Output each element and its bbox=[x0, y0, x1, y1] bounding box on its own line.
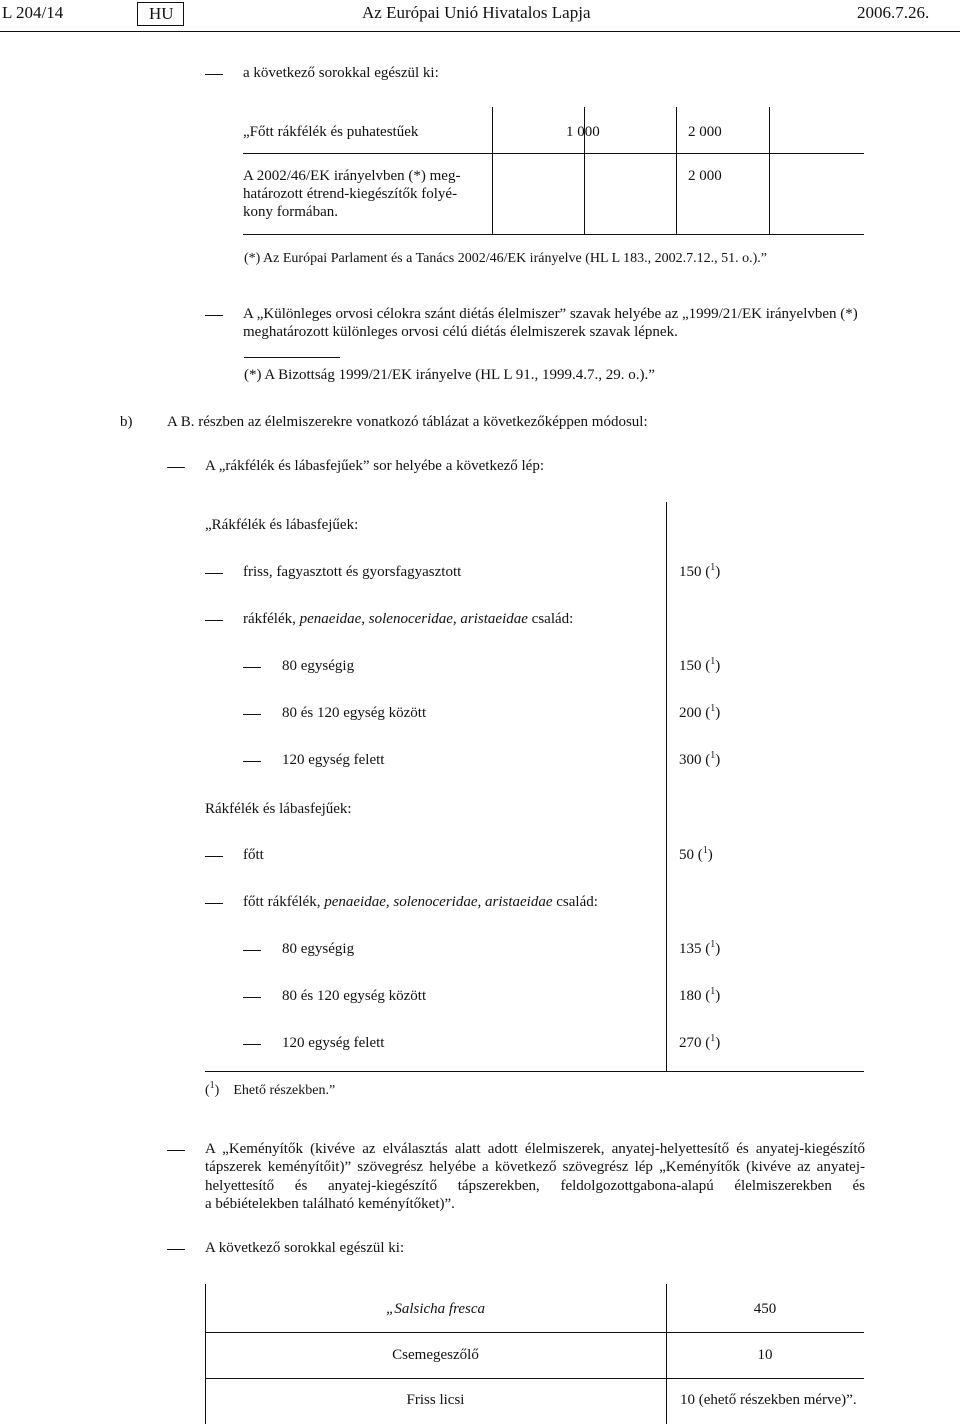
header-rule bbox=[0, 31, 960, 32]
table-cell-value: 50 ($^1$) bbox=[679, 845, 713, 863]
footnote: (*) A Bizottság 1999/21/EK irányelve (HL L 91., 1999.4.7., 29. o.).” bbox=[244, 367, 655, 383]
table-cell-label: főtt rákfélék, penaeidae, solenoceridae, aristaeidae család: bbox=[243, 894, 598, 910]
table-cell-value: 1 000 bbox=[566, 124, 600, 140]
language-code: HU bbox=[149, 4, 174, 23]
table-heading: Rákfélék és lábasfejűek: bbox=[205, 801, 352, 817]
table-cell-label: 80 egységig bbox=[282, 941, 355, 957]
table-cell-value: 10 bbox=[757, 1347, 773, 1363]
paragraph-line: a bébiételekben található keményítőket)”. bbox=[205, 1196, 455, 1212]
table-cell-label: 80 és 120 egység között bbox=[282, 705, 427, 721]
journal-title: Az Európai Unió Hivatalos Lapja bbox=[362, 3, 591, 22]
dash bbox=[167, 1150, 185, 1151]
paragraph-line: A „Keményítők (kivéve az elválasztás alatt adott élelmiszerek, anyatej-helyettesítő és anyatej-kiegészítő bbox=[205, 1141, 865, 1157]
table-cell-label: A 2002/46/EK irányelvben (*) meg- bbox=[243, 168, 461, 184]
table-cell-value: 200 ($^1$) bbox=[679, 703, 721, 721]
table-cell-label: „Salsicha fresca bbox=[385, 1301, 486, 1317]
table-cell-value: 150 ($^1$) bbox=[679, 562, 721, 580]
table-cell-label: főtt bbox=[243, 847, 264, 863]
list-item-text: A következő sorokkal egészül ki: bbox=[205, 1240, 405, 1256]
paragraph-line: A „Különleges orvosi célokra szánt diétás élelmiszer” szavak helyébe az „1999/21/EK irányelvben (*) bbox=[243, 306, 858, 322]
table-cell-value: 2 000 bbox=[688, 168, 722, 184]
table-cell-label: rákfélék, penaeidae, solenoceridae, aristaeidae család: bbox=[243, 611, 574, 627]
table-cell-label: friss, fagyasztott és gyorsfagyasztott bbox=[243, 564, 462, 580]
footnote: ($^1$) Ehető részekben.” bbox=[205, 1080, 336, 1098]
table-cell-value: 2 000 bbox=[688, 124, 722, 140]
table-cell-value: 270 ($^1$) bbox=[679, 1033, 721, 1051]
table-heading: „Rákfélék és lábasfejűek: bbox=[205, 517, 359, 533]
table-cell-label: 120 egység felett bbox=[282, 752, 385, 768]
publication-date: 2006.7.26. bbox=[857, 3, 930, 22]
list-marker: b) bbox=[120, 414, 133, 430]
paragraph-line: tápszerek keményítőit)” szövegrész helyébe a következő szövegrész lép „Keményítők (kivéve az anyatej- bbox=[205, 1159, 865, 1175]
table-cell-value: 10 (ehető részekben mérve)”. bbox=[680, 1392, 857, 1408]
table-cell-label: Friss licsi bbox=[406, 1392, 465, 1408]
paragraph-line: meghatározott különleges orvosi célú diétás élelmiszerek szavak lépnek. bbox=[243, 324, 678, 340]
table-cell-value: 450 bbox=[753, 1301, 777, 1317]
section-intro: A B. részben az élelmiszerekre vonatkozó táblázat a következőképpen módosul: bbox=[167, 414, 648, 430]
table-cell-value: 135 ($^1$) bbox=[679, 939, 721, 957]
table-cell-label: kony formában. bbox=[243, 204, 338, 220]
table-cell-label: 80 egységig bbox=[282, 658, 355, 674]
list-item-text: A „rákfélék és lábasfejűek” sor helyébe a következő lép: bbox=[205, 458, 545, 474]
dash bbox=[205, 315, 223, 316]
dash bbox=[205, 74, 223, 75]
list-item-text: a következő sorokkal egészül ki: bbox=[243, 65, 439, 81]
table-cell-value: 300 ($^1$) bbox=[679, 750, 721, 768]
paragraph-line: helyettesítő és anyatej-kiegészítő tápszerekben, feldolgozottgabona-alapú élelmiszerekben és bbox=[205, 1178, 865, 1194]
footnote-rule bbox=[244, 357, 340, 358]
language-box bbox=[137, 2, 184, 26]
dash bbox=[167, 1249, 185, 1250]
table-cell-label: „Főtt rákfélék és puhatestűek bbox=[243, 124, 419, 140]
page-reference: L 204/14 bbox=[2, 3, 64, 22]
dash bbox=[167, 467, 185, 468]
table-cell-value: 180 ($^1$) bbox=[679, 986, 721, 1004]
table-cell-label: 120 egység felett bbox=[282, 1035, 385, 1051]
table-cell-label: határozott étrend-kiegészítők folyé- bbox=[243, 186, 458, 202]
table-cell-label: 80 és 120 egység között bbox=[282, 988, 427, 1004]
table-cell-value: 150 ($^1$) bbox=[679, 656, 721, 674]
footnote: (*) Az Európai Parlament és a Tanács 2002/46/EK irányelve (HL L 183., 2002.7.12., 51. o.).” bbox=[244, 251, 767, 266]
table-cell-label: Csemegeszőlő bbox=[392, 1347, 479, 1363]
